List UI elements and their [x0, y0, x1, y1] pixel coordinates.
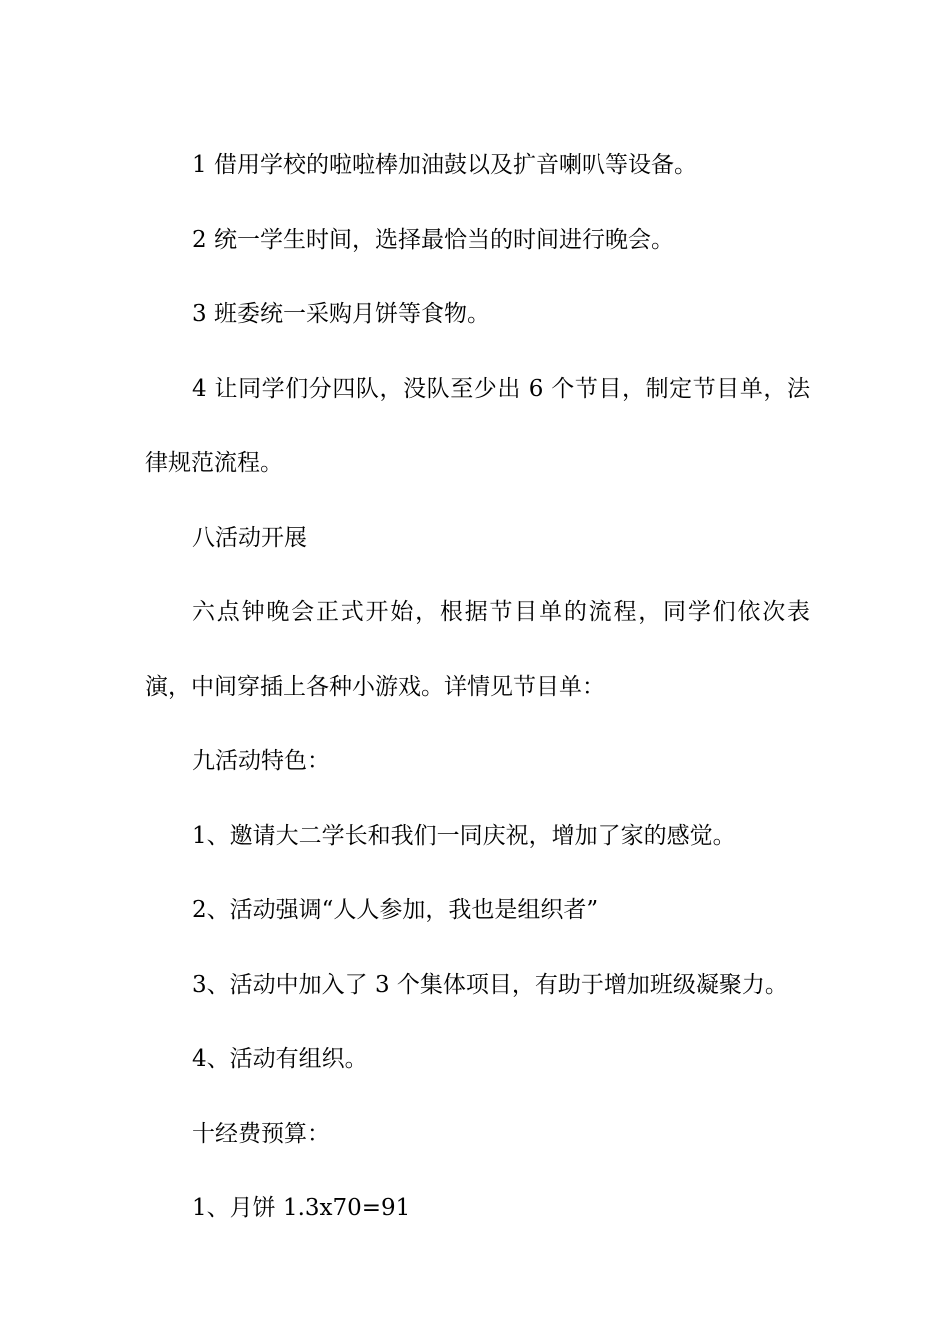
section-heading-budget: 十经费预算：	[192, 1120, 330, 1147]
paragraph-teams: 4 让同学们分四队，没队至少出 6 个节目，制定节目单，法律规范流程。	[145, 375, 810, 476]
section-heading-features: 九活动特色：	[192, 748, 330, 774]
list-item-budget-1: 1、月饼 1.3x70=91	[192, 1195, 411, 1221]
list-item-feature-3: 3、活动中加入了 3 个集体项目，有助于增加班级凝聚力。	[192, 971, 788, 998]
paragraph-equipment: 1 借用学校的啦啦棒加油鼓以及扩音喇叭等设备。	[192, 152, 697, 178]
paragraph-time: 2 统一学生时间，选择最恰当的时间进行晚会。	[192, 226, 674, 253]
paragraph-activity: 六点钟晚会正式开始，根据节目单的流程，同学们依次表演，中间穿插上各种小游戏。详情见节目单：	[145, 599, 810, 700]
document-body	[145, 128, 810, 1246]
section-heading-activity: 八活动开展	[192, 524, 307, 551]
list-item-feature-2: 2、活动强调“人人参加，我也是组织者”	[192, 897, 599, 923]
list-item-feature-4: 4、活动有组织。	[192, 1046, 368, 1072]
paragraph-food: 3 班委统一采购月饼等食物。	[192, 301, 490, 327]
list-item-feature-1: 1、邀请大二学长和我们一同庆祝，增加了家的感觉。	[192, 822, 736, 849]
